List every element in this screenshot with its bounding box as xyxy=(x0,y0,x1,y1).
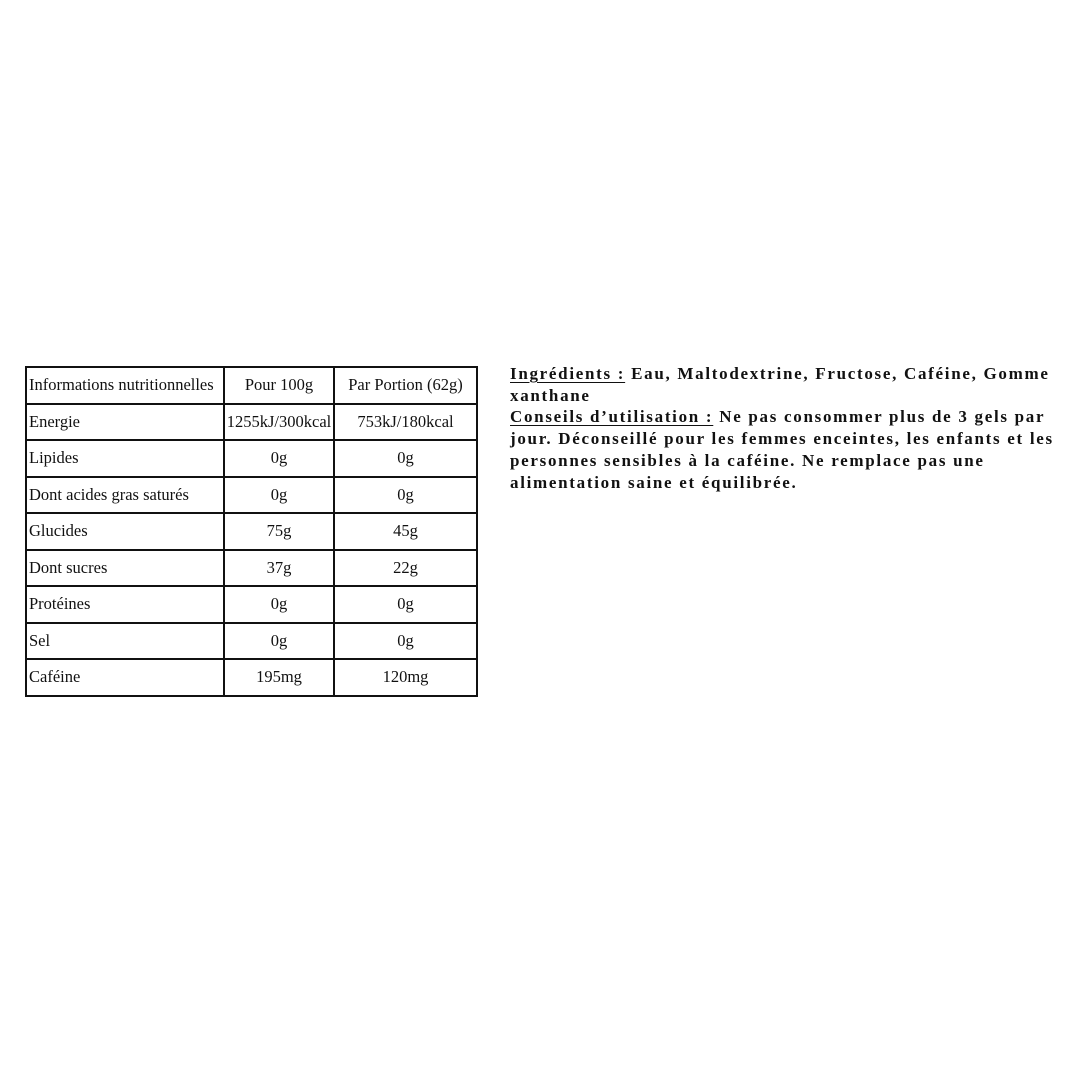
table-row xyxy=(26,623,477,660)
table-row xyxy=(26,513,477,550)
row-value-per-portion: 0g xyxy=(334,477,477,514)
product-info-text xyxy=(510,363,1065,493)
row-value-per-portion: 22g xyxy=(334,550,477,587)
row-value-per-100g: 37g xyxy=(224,550,334,587)
row-label: Energie xyxy=(26,404,224,441)
table-row xyxy=(26,404,477,441)
ingredients-list: Eau, Maltodextrine, Fructose, Caféine, Gomme xanthane xyxy=(510,364,1050,405)
table-header-row xyxy=(26,367,477,404)
nutrition-table xyxy=(25,366,478,697)
row-label: Sel xyxy=(26,623,224,660)
row-value-per-portion: 45g xyxy=(334,513,477,550)
row-label: Dont sucres xyxy=(26,550,224,587)
row-value-per-portion: 120mg xyxy=(334,659,477,696)
usage-heading: Conseils d’utilisation : xyxy=(510,407,714,427)
ingredients-paragraph xyxy=(510,363,1065,406)
row-value-per-100g: 0g xyxy=(224,440,334,477)
usage-advice: Ne pas consommer plus de 3 gels par jour. Déconseillé pour les femmes enceintes, les enfants et les personnes sensibles à la caféine. Ne remplace pas une alimentation saine et équilibrée. xyxy=(510,407,1054,492)
row-label: Dont acides gras saturés xyxy=(26,477,224,514)
ingredients-heading: Ingrédients : xyxy=(510,364,626,383)
table-row xyxy=(26,477,477,514)
row-label: Glucides xyxy=(26,513,224,550)
row-value-per-100g: 0g xyxy=(224,477,334,514)
row-value-per-portion: 753kJ/180kcal xyxy=(334,404,477,441)
row-label: Protéines xyxy=(26,586,224,623)
row-value-per-100g: 75g xyxy=(224,513,334,550)
table-row xyxy=(26,586,477,623)
row-value-per-portion: 0g xyxy=(334,586,477,623)
row-value-per-portion: 0g xyxy=(334,440,477,477)
header-per-portion: Par Portion (62g) xyxy=(334,367,477,404)
table-row xyxy=(26,550,477,587)
header-per-100g: Pour 100g xyxy=(224,367,334,404)
usage-paragraph xyxy=(510,406,1065,493)
header-nutrition-info: Informations nutritionnelles xyxy=(26,367,224,404)
table-row xyxy=(26,440,477,477)
row-value-per-100g: 0g xyxy=(224,623,334,660)
row-label: Caféine xyxy=(26,659,224,696)
row-value-per-100g: 1255kJ/300kcal xyxy=(224,404,334,441)
table-row xyxy=(26,659,477,696)
row-value-per-100g: 0g xyxy=(224,586,334,623)
row-label: Lipides xyxy=(26,440,224,477)
row-value-per-100g: 195mg xyxy=(224,659,334,696)
row-value-per-portion: 0g xyxy=(334,623,477,660)
